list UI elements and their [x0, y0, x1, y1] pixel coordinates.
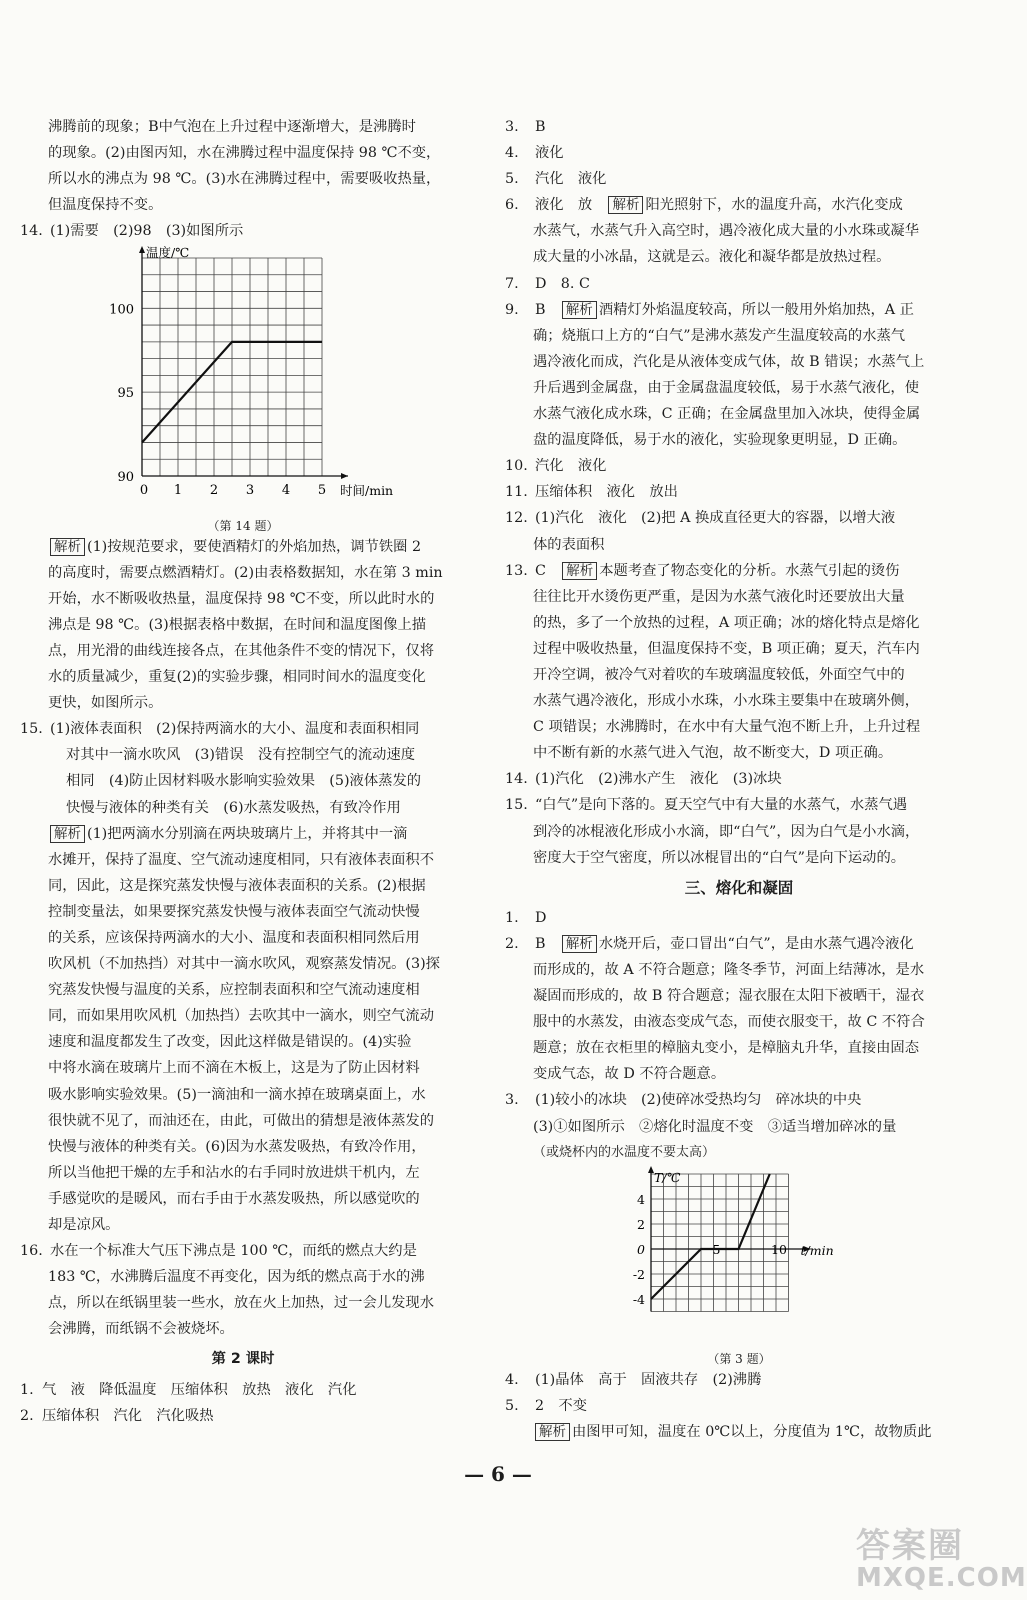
analysis-line: 水摊开，保持了温度、空气流动速度相同，只有液体表面积不: [48, 851, 435, 868]
answer-text: (1)汽化 液化 (2)把 A 换成直径更大的容器，以增大液: [535, 510, 896, 527]
analysis-line: 的热，多了一个放热的过程，A 项正确；冰的熔化特点是熔化: [533, 614, 920, 631]
question-number: 11.: [505, 484, 528, 501]
question-number: 14.: [20, 223, 43, 240]
analysis-label: 解析: [50, 538, 85, 556]
answer-text: (1)汽化 (2)沸水产生 液化 (3)冰块: [535, 771, 782, 788]
page-number: — 6 —: [464, 1462, 532, 1486]
answer-text: B: [535, 935, 560, 952]
s-q3: [505, 1087, 973, 1113]
answer-line: 相同 (4)防止因材料吸水影响实验效果 (5)液体蒸发的: [66, 773, 422, 790]
analysis-text: 本题考查了物态变化的分析。水蒸气引起的烫伤: [599, 562, 900, 579]
question-number: 5.: [505, 171, 519, 188]
x-tick-label: 0: [637, 1241, 645, 1257]
question-number: 9.: [505, 301, 519, 318]
analysis-line: 过程中吸收热量，但温度保持不变，B 项正确；夏天，汽车内: [533, 640, 920, 657]
analysis-text: 由图甲可知，温度在 0℃以上，分度值为 1℃，故物质此: [572, 1424, 932, 1441]
intro-line: 沸腾前的现象；B中气泡在上升过程中逐渐增大，是沸腾时: [48, 119, 416, 135]
question-number: 6.: [505, 197, 519, 214]
watermark-line2: MXQE.COM: [856, 1563, 1027, 1593]
watermark: [856, 1526, 1027, 1593]
x-axis-label: t/min: [800, 1242, 834, 1258]
y-tick-label: 4: [637, 1191, 645, 1207]
q12: [505, 505, 973, 531]
answer-text: (1)晶体 高于 固液共存 (2)沸腾: [535, 1371, 762, 1388]
answer-text: 2 不变: [535, 1397, 587, 1414]
answer-text: 压缩体积 液化 放出: [535, 484, 678, 501]
analysis-line: 手感觉吹的是暖风，而右手由于水蒸发吸热，所以感觉吹的: [48, 1190, 420, 1207]
analysis-para: [20, 534, 466, 560]
analysis-line: 点，用光滑的曲线连接各点，在其他条件不变的情况下，仅将: [48, 642, 435, 659]
analysis-line: 水的质量减少，重复(2)的实验步骤，相同时间水的温度变化: [48, 669, 426, 686]
answer-text: D 8. C: [535, 275, 590, 292]
analysis-label: 解析: [608, 196, 643, 214]
question-number: 12.: [505, 510, 528, 527]
question-number: 1.: [505, 909, 519, 926]
lesson2-q1: [20, 1377, 466, 1403]
analysis-line: 变成气态，故 D 不符合题意。: [533, 1066, 726, 1083]
right-column: [505, 114, 973, 1445]
analysis-line: 题意；放在衣柜里的樟脑丸变小，是樟脑丸升华，直接由固态: [533, 1040, 920, 1057]
analysis-label: 解析: [562, 562, 597, 580]
analysis-line: 却是凉风。: [48, 1217, 120, 1233]
chart-q14: [20, 244, 460, 508]
answer-text: “白气”是向下落的。夏天空气中有大量的水蒸气，水蒸气遇: [535, 797, 908, 814]
question-number: 3.: [505, 1092, 519, 1109]
answer-text: 汽化 液化: [535, 458, 607, 475]
x-tick-label: 5: [317, 483, 327, 499]
s-q4: [505, 1367, 973, 1393]
analysis-text: 酒精灯外焰温度较高，所以一般用外焰加热，A 正: [598, 301, 914, 318]
q14-right: [505, 766, 973, 792]
lesson2-q2: [20, 1403, 466, 1429]
q10: [505, 453, 973, 479]
q13: [505, 558, 973, 584]
question-number: 13.: [505, 562, 528, 579]
analysis-line: 凝固而形成的，故 B 符合题意；湿衣服在太阳下被晒干，湿衣: [533, 988, 925, 1005]
x-axis-label: 时间/min: [340, 483, 394, 499]
y-axis-label: 温度/℃: [146, 245, 190, 261]
analysis-line: 成大量的小冰晶，这就是云。液化和凝华都是放热过程。: [533, 249, 891, 266]
s-q2: [505, 931, 973, 957]
q14-left: [20, 218, 466, 244]
answer-text: D: [535, 909, 547, 926]
y-axis-label: T/℃: [654, 1169, 681, 1185]
intro-line: 的现象。(2)由图丙知，水在沸腾过程中温度保持 98 ℃不变，: [48, 145, 441, 162]
chart-caption: （第 3 题）: [707, 1351, 771, 1366]
analysis-line: 中将水滴在玻璃片上而不滴在木板上，这是为了防止因材料: [48, 1060, 420, 1077]
q4: [505, 140, 973, 166]
y-tick-label: 2: [637, 1216, 645, 1232]
x-tick-label: 10: [771, 1241, 787, 1257]
q5: [505, 166, 973, 192]
question-number: 5.: [505, 1397, 519, 1414]
question-number: 10.: [505, 458, 528, 475]
analysis-text: 水烧开后，壶口冒出“白气”，是由水蒸气遇冷液化: [598, 935, 914, 952]
analysis-line: 吹风机（不加热挡）对其中一滴水吹风，观察蒸发情况。(3)探: [48, 956, 440, 973]
analysis-text: (1)把两滴水分别滴在两块玻璃片上，并将其中一滴: [87, 825, 408, 842]
y-tick-label: -2: [632, 1266, 645, 1282]
section-title: 三、熔化和凝固: [684, 878, 794, 897]
y-tick-label: 90: [117, 470, 134, 486]
question-number: 3.: [505, 119, 519, 135]
question-number: 4.: [505, 1371, 519, 1388]
question-number: 2.: [505, 935, 519, 952]
q11: [505, 479, 973, 505]
answer-text: 液化 放: [535, 197, 607, 214]
chart-q3: [505, 1166, 973, 1342]
q16-left: [20, 1238, 466, 1264]
answer-line: (3)①如图所示 ②熔化时温度不变 ③适当增加碎冰的量: [533, 1118, 897, 1135]
answer-text: B: [535, 119, 546, 135]
answer-text: 气 液 降低温度 压缩体积 放热 液化 汽化: [42, 1381, 357, 1398]
x-tick-label: 2: [209, 483, 219, 499]
analysis-line: 往往比开水烫伤更严重，是因为水蒸气液化时还要放出大量: [533, 588, 905, 605]
answer-line: 对其中一滴水吹风 (3)错误 没有控制空气的流动速度: [66, 747, 416, 764]
question-number: 7.: [505, 275, 519, 292]
x-tick-label: 5: [712, 1241, 721, 1257]
y-tick-label: -4: [632, 1291, 645, 1307]
analysis-line: 确；烧瓶口上方的“白气”是沸水蒸发产生温度较高的水蒸气: [533, 327, 906, 344]
question-number: 15.: [20, 721, 43, 738]
analysis-line: 遇冷液化而成，汽化是从液体变成气体，故 B 错误；水蒸气上: [533, 353, 925, 370]
question-number: 2.: [20, 1407, 34, 1424]
x-tick-label: 0: [139, 483, 149, 499]
q6: [505, 192, 973, 218]
analysis-para: [20, 821, 466, 847]
y-tick-label: 100: [109, 302, 134, 318]
analysis-line: 而形成的，故 A 不符合题意；隆冬季节，河面上结薄冰，是水: [533, 962, 925, 978]
q9: [505, 297, 973, 323]
analysis-line: 的高度时，需要点燃酒精灯。(2)由表格数据知，水在第 3 min: [48, 564, 443, 581]
answer-text: 水在一个标准大气压下沸点是 100 ℃，而纸的燃点大约是: [50, 1243, 417, 1260]
answer-text: (1)液体表面积 (2)保持两滴水的大小、温度和表面积相同: [50, 721, 420, 738]
analysis-line: 中不断有新的水蒸气进入气泡，故不断变大，D 项正确。: [533, 745, 893, 762]
x-tick-label: 3: [245, 483, 255, 499]
lesson-title: 第 2 课时: [211, 1351, 275, 1368]
s-q1: [505, 905, 973, 931]
answer-line: 快慢与液体的种类有关 (6)水蒸发吸热，有致冷作用: [66, 799, 401, 816]
y-tick-label: 95: [117, 386, 134, 402]
analysis-line: 控制变量法，如果要探究蒸发快慢与液体表面空气流动快慢: [48, 903, 420, 920]
answer-line: 会沸腾，而纸锅不会被烧坏。: [48, 1321, 234, 1338]
analysis-line: 快慢与液体的种类有关。(6)因为水蒸发吸热，有致冷作用，: [48, 1138, 426, 1155]
question-number: 1.: [20, 1381, 34, 1398]
q15-left: [20, 716, 466, 742]
analysis-line: 速度和温度都发生了改变，因此这样做是错误的。(4)实验: [48, 1034, 412, 1051]
analysis-line: C 项错误；水沸腾时，在水中有大量气泡不断上升，上升过程: [533, 719, 921, 736]
analysis-line: 水蒸气遇冷液化，形成小水珠，小水珠主要集中在玻璃外侧，: [533, 693, 920, 710]
analysis-line: 水蒸气液化成水珠，C 正确；在金属盘里加入冰块，使得金属: [533, 406, 921, 423]
analysis-text: 阳光照射下，水的温度升高，水汽化变成: [645, 197, 903, 214]
analysis-label: 解析: [535, 1423, 570, 1441]
answer-text: 液化: [535, 145, 564, 162]
analysis-line: 开始，水不断吸收热量，温度保持 98 ℃不变，所以此时水的: [48, 590, 435, 607]
answer-line: （或烧杯内的水温度不要太高）: [533, 1144, 716, 1160]
answer-text: C: [535, 562, 561, 579]
s-q5: [505, 1393, 973, 1419]
chart-caption: （第 14 题）: [207, 518, 279, 533]
answer-text: (1)需要 (2)98 (3)如图所示: [50, 223, 244, 240]
question-number: 14.: [505, 771, 528, 788]
x-tick-label: 1: [173, 483, 183, 499]
answer-line: 密度大于空气密度，所以冰棍冒出的“白气”是向下运动的。: [533, 849, 906, 866]
question-number: 16.: [20, 1243, 43, 1260]
analysis-line: 的关系，应该保持两滴水的大小、温度和表面积相同然后用: [48, 929, 420, 946]
analysis-line: 所以当他把干燥的左手和沾水的右手同时放进烘干机内，左: [48, 1164, 420, 1181]
answer-text: (1)较小的冰块 (2)使碎冰受热均匀 碎冰块的中央: [535, 1092, 862, 1109]
intro-line: 但温度保持不变。: [48, 197, 163, 214]
analysis-text: (1)按规范要求，要使酒精灯的外焰加热，调节铁圈 2: [87, 538, 422, 555]
analysis-line: 吸水影响实验效果。(5)一滴油和一滴水掉在玻璃桌面上，水: [48, 1086, 426, 1103]
analysis-para: [505, 1419, 973, 1445]
analysis-line: 沸点是 98 ℃。(3)根据表格中数据，在时间和温度图像上描: [48, 616, 427, 633]
question-number: 4.: [505, 145, 519, 162]
answer-text: B: [535, 301, 560, 318]
analysis-line: 水蒸气，水蒸气升入高空时，遇冷液化成大量的小水珠或凝华: [533, 223, 920, 240]
answer-line: 183 ℃，水沸腾后温度不再变化，因为纸的燃点高于水的沸: [48, 1269, 425, 1286]
q7-8: [505, 271, 973, 297]
question-number: 15.: [505, 797, 528, 814]
answer-line: 到冷的冰棍液化形成小水滴，即“白气”，因为白气是小水滴，: [533, 823, 920, 840]
analysis-line: 盘的温度降低，易于水的液化，实验现象更明显，D 正确。: [533, 432, 907, 449]
analysis-label: 解析: [562, 301, 597, 319]
answer-line: 点，所以在纸锅里装一些水，放在火上加热，过一会儿发现水: [48, 1295, 435, 1312]
watermark-line1: 答案圈: [856, 1526, 964, 1566]
q3: [505, 114, 973, 140]
answer-line: 体的表面积: [533, 536, 605, 553]
x-axis-arrow: [341, 473, 348, 479]
analysis-line: 更快，如图所示。: [48, 695, 163, 712]
analysis-line: 同，因此，这是探究蒸发快慢与液体表面积的关系。(2)根据: [48, 877, 426, 894]
analysis-line: 很快就不见了，而油还在，由此，可做出的猜想是液体蒸发的: [48, 1112, 435, 1129]
analysis-label: 解析: [50, 825, 85, 843]
analysis-line: 升后遇到金属盘，由于金属盘温度较低，易于水蒸气液化，使: [533, 379, 920, 396]
analysis-line: 服中的水蒸发，由液态变成气态，而使衣服变干，故 C 不符合: [533, 1014, 925, 1031]
analysis-line: 究蒸发快慢与温度的关系，应控制表面积和空气流动速度相: [48, 982, 420, 999]
analysis-label: 解析: [562, 935, 597, 953]
y-axis-arrow: [139, 246, 145, 253]
intro-line: 所以水的沸点为 98 ℃。(3)水在沸腾过程中，需要吸收热量，: [48, 171, 441, 188]
analysis-line: 同，而如果用吹风机（加热挡）去吹其中一滴水，则空气流动: [48, 1008, 435, 1025]
x-tick-label: 4: [281, 483, 291, 499]
q15-right: [505, 792, 973, 818]
left-column: [20, 114, 466, 1429]
answer-text: 压缩体积 汽化 汽化吸热: [42, 1407, 214, 1424]
analysis-line: 开冷空调，被冷气对着吹的车玻璃温度较低，外面空气中的: [533, 666, 905, 683]
answer-text: 汽化 液化: [535, 171, 607, 188]
